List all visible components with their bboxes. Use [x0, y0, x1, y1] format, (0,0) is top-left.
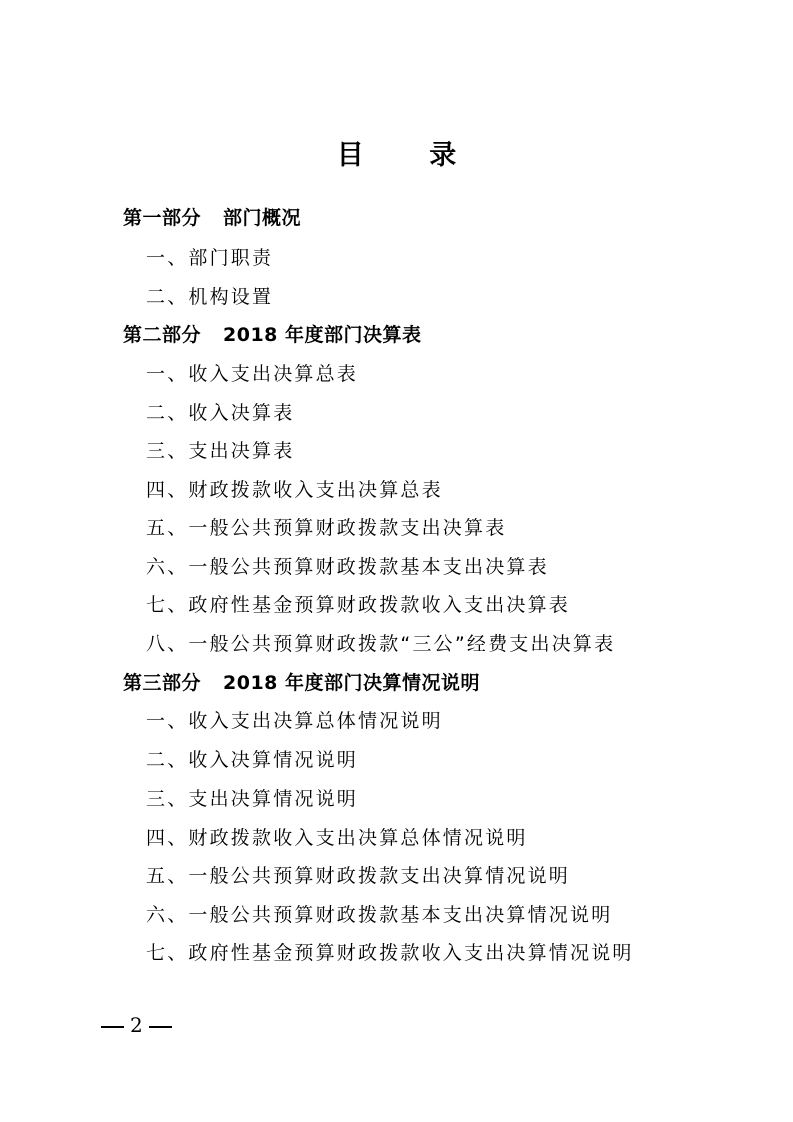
toc-item: 六、一般公共预算财政拨款基本支出决算表: [146, 556, 549, 578]
toc-item: 三、支出决算表: [146, 440, 295, 462]
part-1-title: 部门概况: [223, 207, 302, 229]
toc-item: 三、支出决算情况说明: [146, 788, 359, 810]
page-number-footer: [95, 1012, 178, 1038]
toc-item: 二、机构设置: [146, 286, 274, 308]
toc-item: 五、一般公共预算财政拨款支出决算表: [146, 517, 507, 539]
toc-item: 八、一般公共预算财政拨款“三公”经费支出决算表: [146, 633, 616, 655]
toc-item: 一、收入支出决算总表: [146, 363, 359, 385]
toc-part-1: [123, 205, 301, 231]
toc-item: 一、收入支出决算总体情况说明: [146, 710, 443, 732]
toc-part-2: [123, 322, 422, 348]
part-3-title: 2018 年度部门决算情况说明: [223, 672, 481, 694]
part-2-title: 2018 年度部门决算表: [223, 324, 422, 346]
part-3-label: 第三部分: [123, 672, 202, 694]
toc-item: 二、收入决算情况说明: [146, 749, 359, 771]
toc-item: 四、财政拨款收入支出决算总体情况说明: [146, 827, 528, 849]
toc-item: 二、收入决算表: [146, 402, 295, 424]
toc-part-3: [123, 670, 480, 696]
dash-left: [101, 1026, 124, 1028]
toc-item: 五、一般公共预算财政拨款支出决算情况说明: [146, 865, 571, 887]
page-title: 目 录: [336, 140, 485, 171]
page-number: 2: [130, 1013, 143, 1037]
toc-item: 七、政府性基金预算财政拨款收入支出决算情况说明: [146, 942, 634, 964]
part-2-label: 第二部分: [123, 324, 202, 346]
toc-item: 四、财政拨款收入支出决算总表: [146, 479, 443, 501]
dash-right: [149, 1026, 172, 1028]
toc-item: 六、一般公共预算财政拨款基本支出决算情况说明: [146, 904, 613, 926]
toc-item: 七、政府性基金预算财政拨款收入支出决算表: [146, 594, 571, 616]
toc-item: 一、部门职责: [146, 247, 274, 269]
part-1-label: 第一部分: [123, 207, 202, 229]
